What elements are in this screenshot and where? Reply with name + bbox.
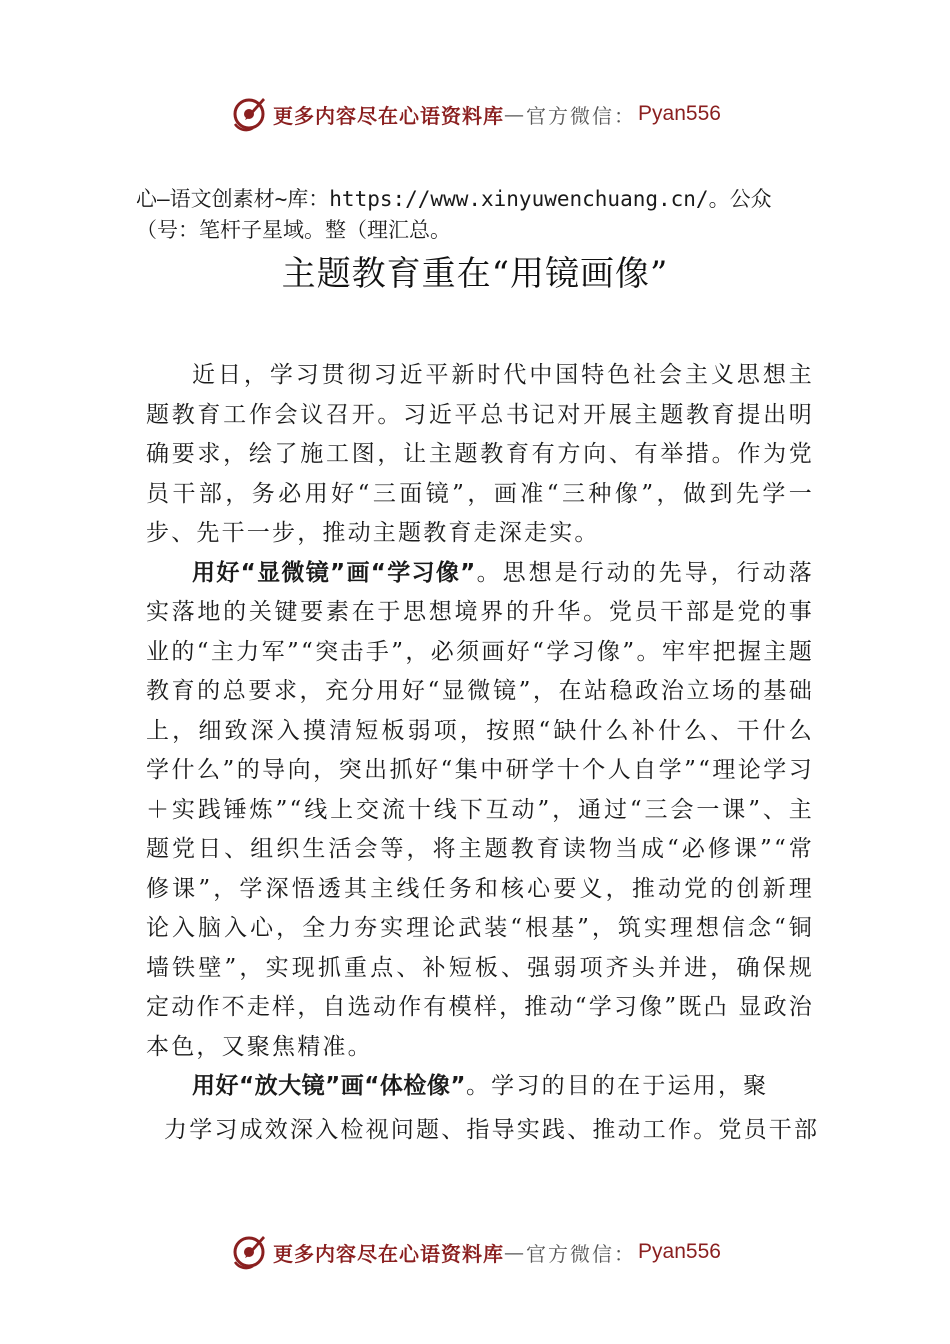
paragraph-lead: 用好“显微镜”画“学习像” bbox=[192, 559, 476, 586]
paragraph-lead: 用好“放大镜”画“体检像” bbox=[192, 1073, 466, 1099]
banner-wechat-label: 官方微信： bbox=[526, 1241, 637, 1266]
footer-banner bbox=[0, 1230, 950, 1274]
paragraph bbox=[146, 356, 814, 554]
paragraph bbox=[146, 554, 814, 1068]
page-tail-line: 力学习成效深入检视问题、指导实践、推动工作。党员干部 bbox=[164, 1117, 820, 1143]
banner-dash: — bbox=[504, 1240, 527, 1264]
paragraph bbox=[146, 1067, 814, 1107]
paragraph-text: 。学习的目的在于运用，聚 bbox=[465, 1073, 769, 1099]
banner-wechat-label: 官方微信： bbox=[526, 103, 637, 128]
quill-logo-icon bbox=[229, 1232, 269, 1272]
quill-logo-icon bbox=[229, 94, 269, 134]
paragraph-text: 。思想是行动的先导，行动落实落地的关键要素在于思想境界的升华。党员干部是党的事业的“主力军”“突击手”，必须画好“学习像”。牢牢把握主题教育的总要求，充分用好“显微镜”，在站稳政治立场的基础上，细致深入摸清短板弱项，按照“缺什么补什么、干什么学什么”的导向，突出抓好“集中研学十个人自学”“理论学习＋实践锤炼”“线上交流十线下互动”，通过“三会一课”、主题党日、组织生活会等，将主题教育读物当成“必修课”“常修课”，学深悟透其主线任务和核心要义，推动党的创新理论入脑入心，全力夯实理论武装“根基”，筑实理想信念“铜墙铁壁”，实现抓重点、补短板、强弱项齐头并进，确保规定动作不走样，自选动作有模样，推动“学习像”既凸 显政治本色，又聚焦精准。 bbox=[146, 559, 815, 1060]
banner-wechat-id: Pyan556 bbox=[638, 102, 721, 125]
banner-dash: — bbox=[504, 102, 527, 126]
source-note: 心—语文创素材~库：https://www.xinyuwenchuang.cn/。公众（号：笔杆子星域。整（理汇总。 bbox=[136, 187, 772, 242]
paragraph-text: 近日，学习贯彻习近平新时代中国特色社会主义思想主题教育工作会议召开。习近平总书记对开展主题教育提出明确要求，绘了施工图，让主题教育有方向、有举措。作为党员干部，务必用好“三面镜”，画准“三种像”，做到先学一步、先干一步，推动主题教育走深走实。 bbox=[146, 362, 814, 546]
header-banner bbox=[0, 92, 950, 136]
document-body bbox=[146, 356, 814, 1107]
banner-slogan: 更多内容尽在心语资料库 bbox=[273, 103, 505, 128]
document-title: 主题教育重在“用镜画像” bbox=[281, 254, 669, 294]
banner-wechat-id: Pyan556 bbox=[638, 1240, 721, 1263]
banner-slogan: 更多内容尽在心语资料库 bbox=[273, 1241, 505, 1266]
